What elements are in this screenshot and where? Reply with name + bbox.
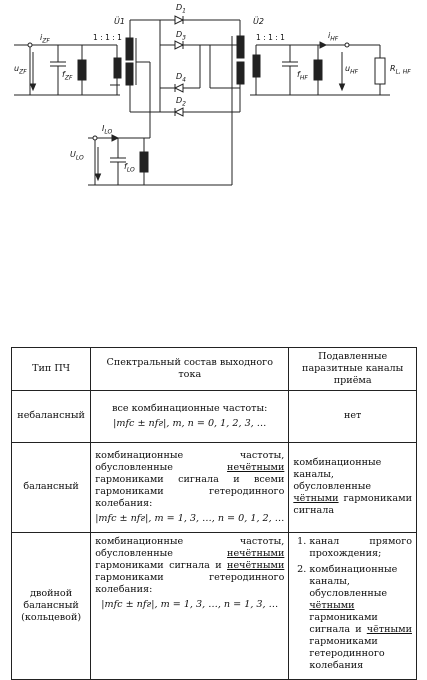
diode-d1-label: $D_1$: [176, 3, 186, 15]
header-suppressed: Подавленные паразитные каналы приёма: [289, 348, 417, 391]
row2-suppressed-part: гармониками сигнала: [293, 493, 412, 517]
f-hf-label: $f_{HF}$: [297, 70, 308, 82]
row1-spectrum-text: все комбинационные частоты:: [112, 402, 268, 414]
diode-d2-label: $D_2$: [176, 96, 186, 108]
table-row: [12, 390, 417, 442]
row3-item2-part: гармониками сигнала и: [309, 611, 378, 635]
mixer-comparison-table: [11, 347, 417, 680]
row2-suppressed-underlined: чётными: [293, 493, 339, 505]
row3-suppressed-list: [293, 536, 412, 672]
row2-spectrum-part: комбинационные частоты, обусловленные: [95, 450, 285, 473]
row3-item2-underlined: чётными: [309, 599, 355, 611]
row3-spectrum-part: комбинационные частоты, обусловленные: [95, 535, 285, 559]
row3-item2-part: комбинационные каналы, обусловленные: [309, 563, 398, 599]
row3-spectrum-part: гармониками сигнала и: [95, 559, 228, 571]
row3-suppressed: [289, 532, 417, 679]
row3-item1-text: канал прямого прохождения;: [309, 535, 412, 559]
i-zf-label: $i_{ZF}$: [40, 33, 50, 45]
row3-item2-underlined: чётными: [366, 623, 412, 635]
f-zf-label: $f_{ZF}$: [62, 70, 73, 82]
row2-type: балансный: [12, 442, 91, 532]
row2-spectrum-part: гармониками сигнала и всеми гармониками гетеродинного колебания:: [95, 473, 285, 509]
diode-d3-label: $D_3$: [176, 30, 186, 42]
row2-formula: |mfc ± nfг|, m = 1, 3, …, n = 0, 1, 2, …: [95, 512, 285, 524]
transformer-u1-label: Ü1: [114, 17, 125, 26]
diode-d4-label: $D_4$: [176, 72, 186, 84]
row1-formula: |mfc ± nfг|, m, n = 0, 1, 2, 3, …: [113, 417, 267, 429]
row1-type: небалансный: [12, 390, 91, 442]
transformer-u2-label: Ü2: [253, 17, 264, 26]
table-row: [12, 532, 417, 679]
header-type: Тип ПЧ: [12, 348, 91, 391]
r-l-hf-label: $R_{L, HF}$: [390, 64, 411, 76]
i-lo-label: $I_{LO}$: [102, 124, 113, 136]
row3-spectrum-part: гармониками гетеродинного колебания:: [95, 571, 285, 595]
i-hf-label: $i_{HF}$: [328, 31, 339, 43]
table-header-row: [12, 348, 417, 391]
u-hf-label: $u_{HF}$: [345, 64, 359, 76]
f-lo-label: $f_{LO}$: [124, 162, 135, 174]
row3-type-line: двойной: [30, 587, 73, 599]
row1-suppressed: нет: [289, 390, 417, 442]
row3-item2-part: гармониками гетеродинного колебания: [309, 635, 385, 671]
row2-suppressed: [289, 442, 417, 532]
row2-spectrum: [91, 442, 289, 532]
u-zf-label: $u_{ZF}$: [14, 64, 27, 76]
row3-type-line: балансный: [23, 599, 79, 611]
row2-spectrum-underlined: нечётными: [227, 461, 285, 473]
row3-spectrum-underlined: нечётными: [227, 559, 285, 571]
ring-mixer-circuit-diagram: [0, 0, 427, 200]
row3-spectrum: [91, 532, 289, 679]
row3-formula: |mfc ± nfг|, m = 1, 3, …, n = 1, 3, …: [101, 598, 279, 610]
ratio-left-label: 1 : 1 : 1: [93, 33, 122, 42]
row3-type: [12, 532, 91, 679]
row1-spectrum: [91, 390, 289, 442]
table-row: [12, 442, 417, 532]
list-item: [309, 536, 412, 560]
u-lo-label: $U_{LO}$: [70, 150, 84, 162]
row2-suppressed-part: комбинационные каналы, обусловленные: [293, 457, 382, 493]
header-spectrum: Спектральный состав выходного тока: [91, 348, 289, 391]
row3-type-line: (кольцевой): [21, 611, 82, 623]
ratio-right-label: 1 : 1 : 1: [256, 33, 285, 42]
row3-spectrum-underlined: нечётными: [227, 547, 285, 559]
list-item: [309, 564, 412, 672]
